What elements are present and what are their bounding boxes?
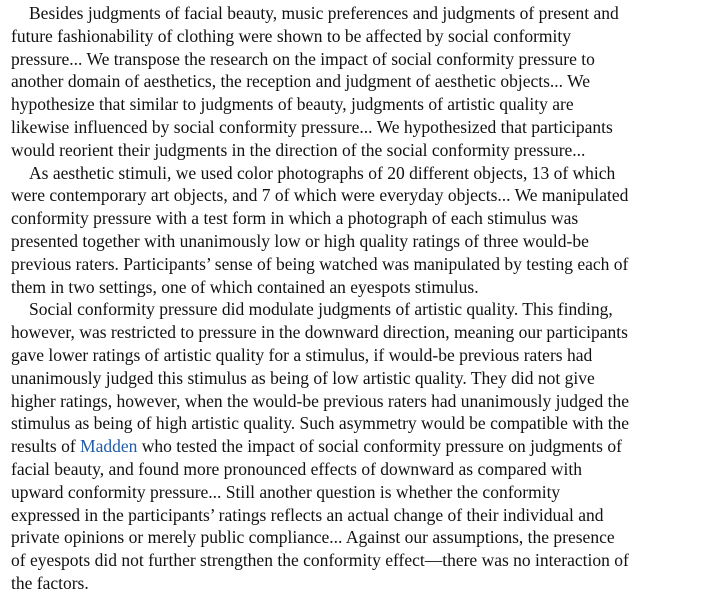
text-line: facial beauty, and found more pronounced effects of downward as compared with — [11, 458, 582, 479]
text-line: gave lower ratings of artistic quality for a stimulus, if would-be previous raters had — [11, 344, 593, 365]
link-suffix-text: who tested the impact of social conformity pressure on judgments of — [137, 436, 622, 457]
text-line: As aesthetic stimuli, we used color photographs of 20 different objects, 13 of which — [29, 162, 616, 183]
text-line: stimulus as being of high artistic quality. Such asymmetry would be compatible with the — [11, 413, 630, 434]
text-line-with-link — [11, 435, 708, 458]
text-line: private opinions or merely public compliance... Against our assumptions, the presence — [11, 527, 615, 548]
text-line: presented together with unanimously low or high quality ratings of three would-be — [11, 230, 589, 251]
text-line: upward conformity pressure... Still another question is whether the conformity — [11, 481, 561, 502]
text-line: another domain of aesthetics, the reception and judgment of aesthetic objects... We — [11, 71, 590, 92]
text-line: of eyespots did not further strengthen the conformity effect—there was no interaction of — [11, 550, 629, 571]
text-line: would reorient their judgments in the direction of the social conformity pressure... — [11, 139, 586, 160]
text-line: the factors. — [11, 572, 89, 593]
text-line: were contemporary art objects, and 7 of which were everyday objects... We manipulated — [11, 185, 629, 206]
text-line: conformity pressure with a test form in which a photograph of each stimulus was — [11, 208, 579, 229]
paragraph-2 — [11, 162, 708, 299]
text-line: pressure... We transpose the research on the impact of social conformity pressure to — [11, 48, 595, 69]
text-line: higher ratings, however, when the would-be previous raters had unanimously judged the — [11, 390, 629, 411]
paragraph-3 — [11, 298, 708, 594]
text-line: hypothesize that similar to judgments of beauty, judgments of artistic quality are — [11, 94, 574, 115]
text-line: Besides judgments of facial beauty, music preferences and judgments of present and — [29, 3, 619, 23]
link-prefix-text: results of — [11, 436, 81, 457]
text-line: them in two settings, one of which contained an eyespots stimulus. — [11, 276, 479, 297]
text-line: future fashionability of clothing were shown to be affected by social conformity — [11, 25, 571, 46]
madden-reference-link[interactable]: Madden — [80, 436, 138, 457]
text-line: likewise influenced by social conformity pressure... We hypothesized that participants — [11, 116, 613, 137]
text-line: however, was restricted to pressure in the downward direction, meaning our participants — [11, 322, 628, 343]
text-line: expressed in the participants’ ratings reflects an actual change of their individual and — [11, 504, 604, 525]
document-body — [11, 2, 708, 595]
text-line: Social conformity pressure did modulate judgments of artistic quality. This finding, — [29, 299, 613, 320]
paragraph-1 — [11, 2, 708, 162]
text-line: unanimously judged this stimulus as being of low artistic quality. They did not give — [11, 367, 595, 388]
text-line: previous raters. Participants’ sense of being watched was manipulated by testing each of — [11, 253, 629, 274]
